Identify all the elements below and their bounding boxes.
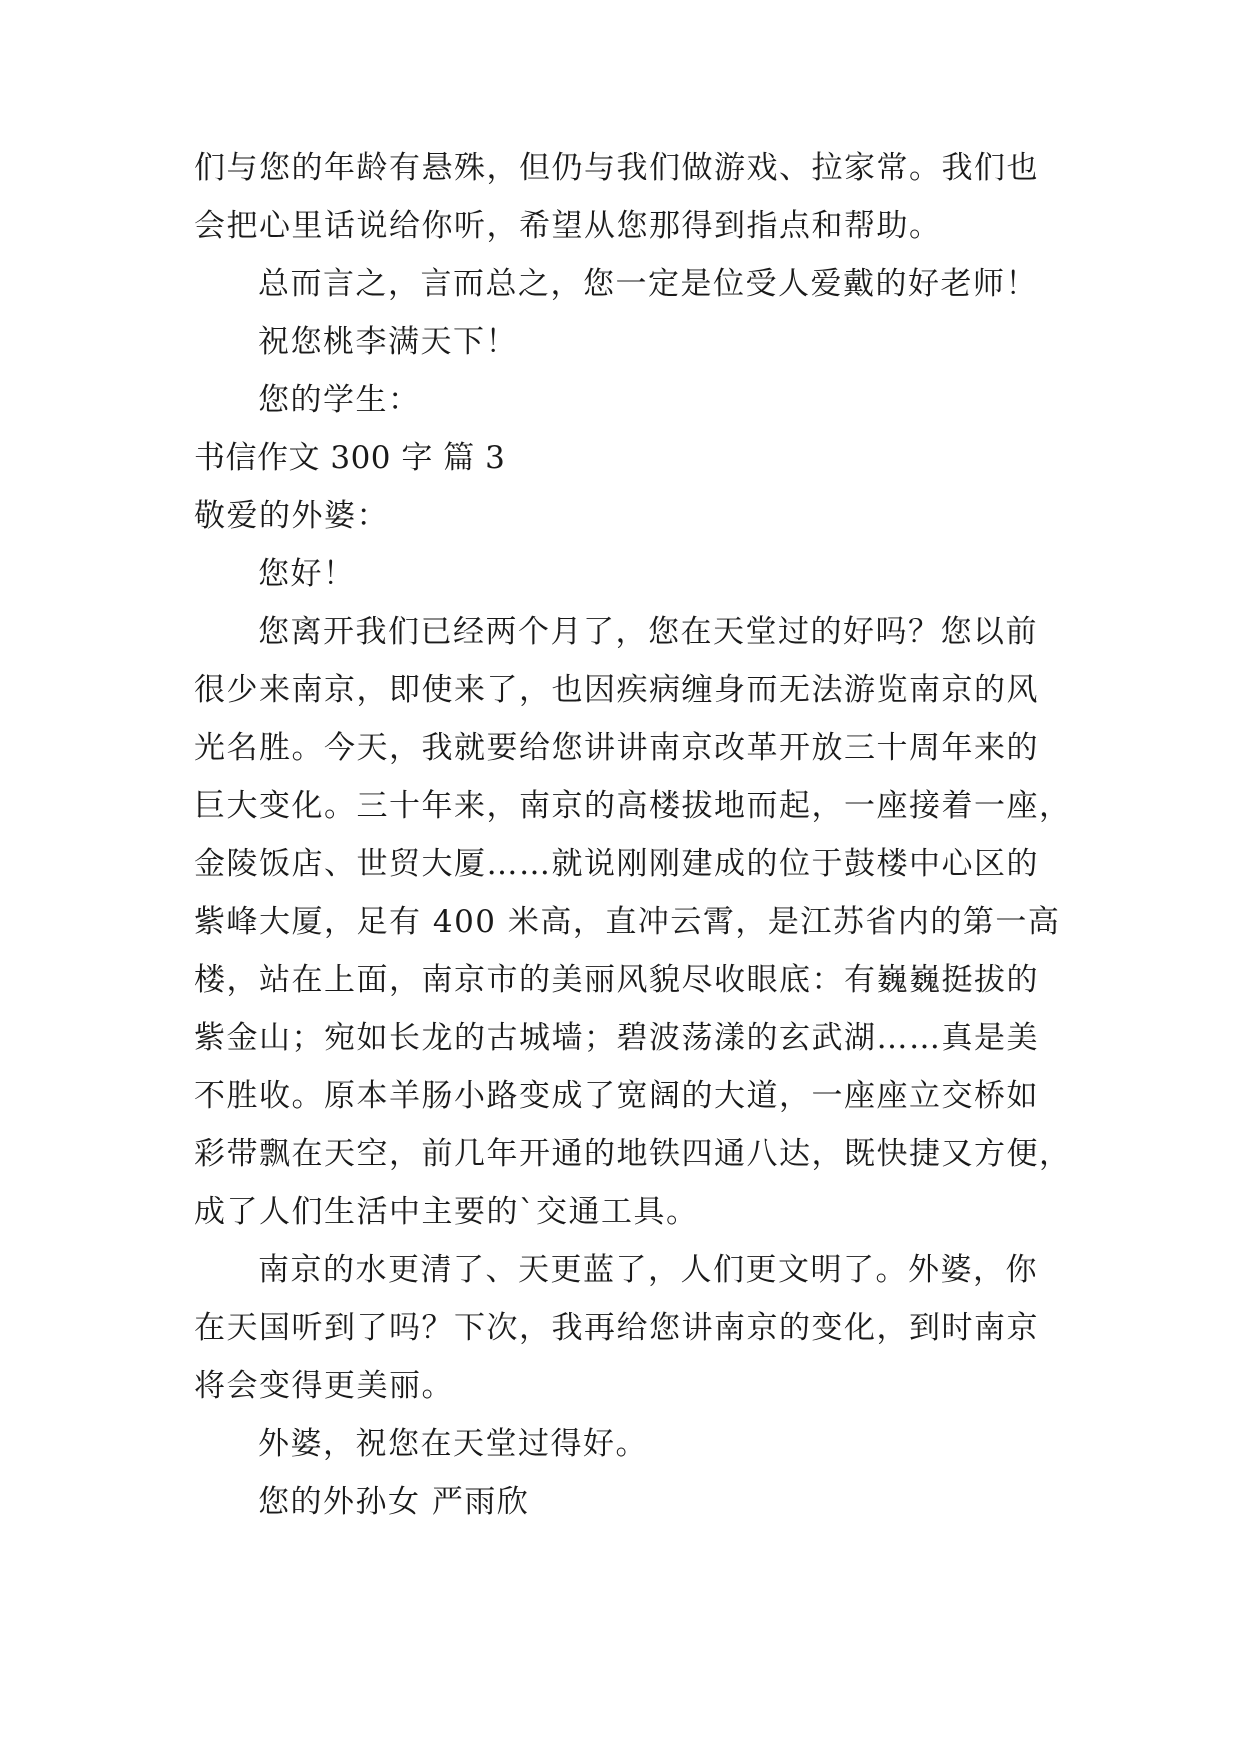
paragraph-line: 巨大变化。三十年来，南京的高楼拔地而起，一座接着一座， — [194, 788, 1072, 824]
paragraph-line: 紫金山；宛如长龙的古城墙；碧波荡漾的玄武湖……真是美 — [194, 1020, 1039, 1056]
paragraph-line: 南京的水更清了、天更蓝了，人们更文明了。外婆，你 — [258, 1252, 1038, 1288]
salutation: 敬爱的外婆： — [194, 498, 389, 534]
paragraph-line: 楼，站在上面，南京市的美丽风貌尽收眼底：有巍巍挺拔的 — [194, 962, 1039, 998]
paragraph-line: 在天国听到了吗？下次，我再给您讲南京的变化，到时南京 — [194, 1310, 1039, 1346]
paragraph-line: 您离开我们已经两个月了，您在天堂过的好吗？您以前 — [258, 614, 1038, 650]
paragraph-line: 会把心里话说给你听，希望从您那得到指点和帮助。 — [194, 208, 942, 244]
paragraph-line: 不胜收。原本羊肠小路变成了宽阔的大道，一座座立交桥如 — [194, 1078, 1039, 1114]
signature-line: 您的外孙女 严雨欣 — [258, 1484, 530, 1520]
greeting: 您好！ — [258, 556, 356, 592]
closing-wish: 祝您桃李满天下！ — [258, 324, 518, 360]
paragraph-line: 彩带飘在天空，前几年开通的地铁四通八达，既快捷又方便， — [194, 1136, 1072, 1172]
paragraph-line: 将会变得更美丽。 — [194, 1368, 454, 1404]
paragraph-line: 紫峰大厦，足有 400 米高，直冲云霄，是江苏省内的第一高 — [194, 904, 1061, 940]
paragraph-line: 们与您的年龄有悬殊，但仍与我们做游戏、拉家常。我们也 — [194, 150, 1039, 186]
section-heading: 书信作文 300 字 篇 3 — [194, 440, 506, 476]
closing-line: 总而言之，言而总之，您一定是位受人爱戴的好老师！ — [258, 266, 1038, 302]
paragraph-line: 很少来南京，即使来了，也因疾病缠身而无法游览南京的风 — [194, 672, 1039, 708]
signature-line: 您的学生： — [258, 382, 421, 418]
paragraph-line: 金陵饭店、世贸大厦……就说刚刚建成的位于鼓楼中心区的 — [194, 846, 1039, 882]
paragraph-line: 光名胜。今天，我就要给您讲讲南京改革开放三十周年来的 — [194, 730, 1039, 766]
closing-wish: 外婆，祝您在天堂过得好。 — [258, 1426, 648, 1462]
paragraph-line: 成了人们生活中主要的`交通工具。 — [194, 1194, 699, 1230]
